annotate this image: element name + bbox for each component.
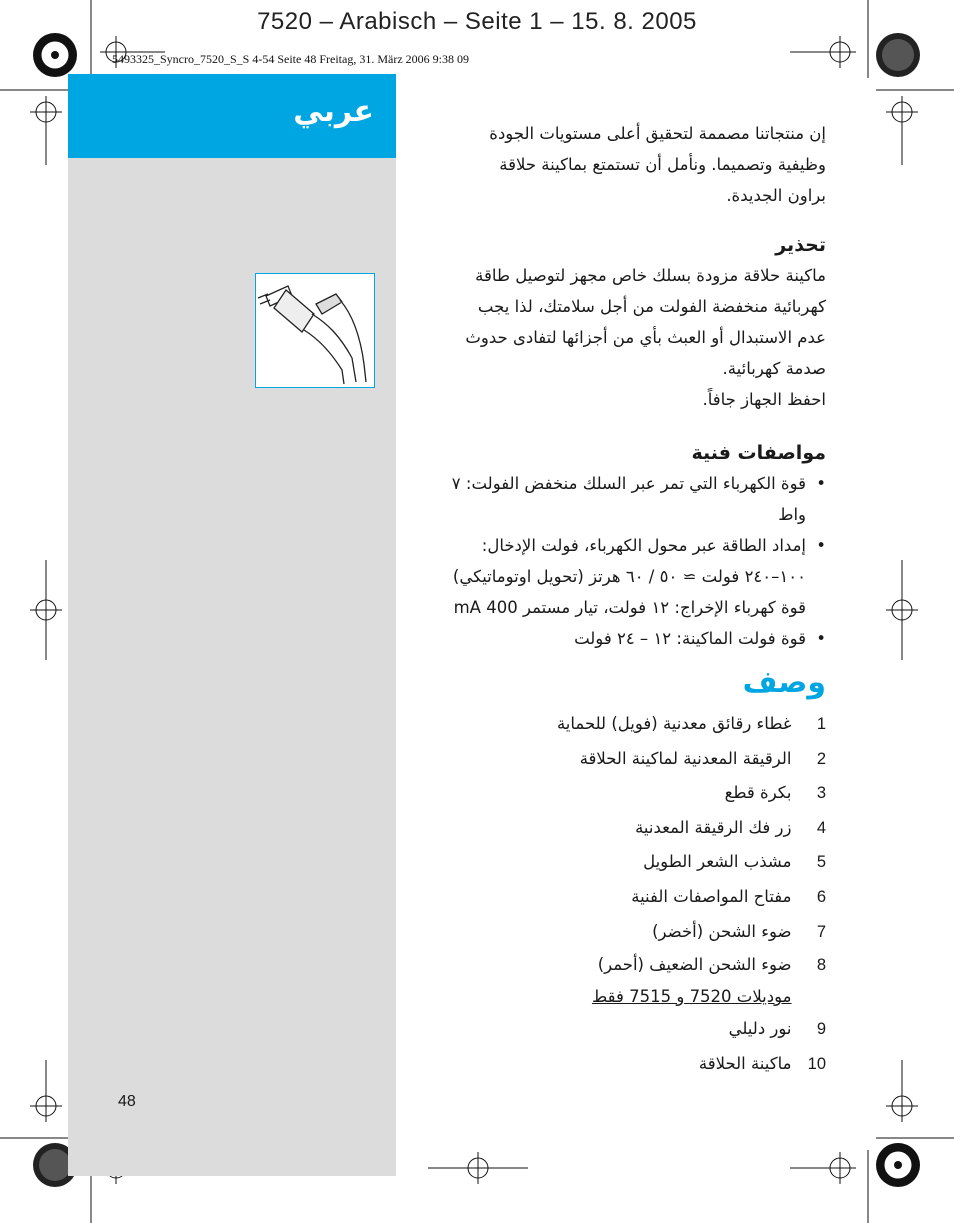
power-plug-icon [256, 274, 374, 387]
list-item: 6 مفتاح المواصفات الفنية [631, 886, 826, 906]
list-item: 4 زر فك الرقيقة المعدنية [635, 817, 826, 837]
parts-list [426, 707, 826, 1081]
list-item: 5 مشذب الشعر الطويل [643, 852, 826, 872]
specs-list [426, 468, 826, 654]
description-section [426, 663, 826, 1081]
list-item: 3 بكرة قطع [724, 783, 826, 803]
language-tab [68, 74, 396, 158]
description-heading: وصف [742, 665, 826, 700]
page-number: 48 [118, 1093, 136, 1110]
language-label: عربي [293, 94, 374, 129]
specs-heading: مواصفات فنية [691, 442, 826, 464]
plug-illustration [255, 273, 375, 388]
side-gray-column [68, 74, 396, 1176]
list-item: 9 نور دليلي [728, 1019, 826, 1039]
file-info-line: 5493325_Syncro_7520_S_S 4-54 Seite 48 Freitag, 31. März 2006 9:38 09 [112, 52, 469, 66]
list-item: موديلات 7520 و 7515 فقط [591, 987, 792, 1007]
list-item: 7 ضوء الشحن (أخضر) [652, 921, 826, 941]
warning-section: تحذير ماكينة حلاقة مزودة بسلك خاص مجهز لتوصيل طاقة كهربائية منخفضة الفولت من أجل سلامتك، لذا يجب عدم الاستبدال أو العبث بأي من أجزائها لتفادى حدوث صدمة كهربائية. احفظ الجهاز جافاً. [426, 230, 826, 415]
warning-heading: تحذير [775, 234, 826, 256]
list-item: • قوة الكهرباء التي تمر عبر السلك منخفض الفولت: ٧ واط [426, 468, 826, 530]
specs-section [426, 438, 826, 654]
list-item: • قوة فولت الماكينة: ١٢ – ٢٤ فولت [426, 623, 826, 654]
list-item: 8 ضوء الشحن الضعيف (أحمر) [597, 955, 826, 975]
list-item: • إمداد الطاقة عبر محول الكهرباء، فولت الإدخال: ١٠٠–٢٤٠ فولت ≃ ٥٠ / ٦٠ هرتز (تحويل اوتوماتيكي) قوة كهرباء الإخراج: ١٢ فولت، تيار مستمر 400 mA [426, 530, 826, 623]
intro-paragraph: إن منتجاتنا مصممة لتحقيق أعلى مستويات الجودة وظيفية وتصميما. ونأمل أن تستمتع بماكينة حلاقة براون الجديدة. [489, 124, 826, 205]
page-header-title: 7520 – Arabisch – Seite 1 – 15. 8. 2005 [257, 8, 697, 35]
list-item: 1 غطاء رقائق معدنية (فويل) للحماية [556, 714, 826, 733]
list-item: 2 الرقيقة المعدنية لماكينة الحلاقة [579, 748, 826, 768]
list-item: 10 ماكينة الحلاقة [698, 1053, 826, 1073]
